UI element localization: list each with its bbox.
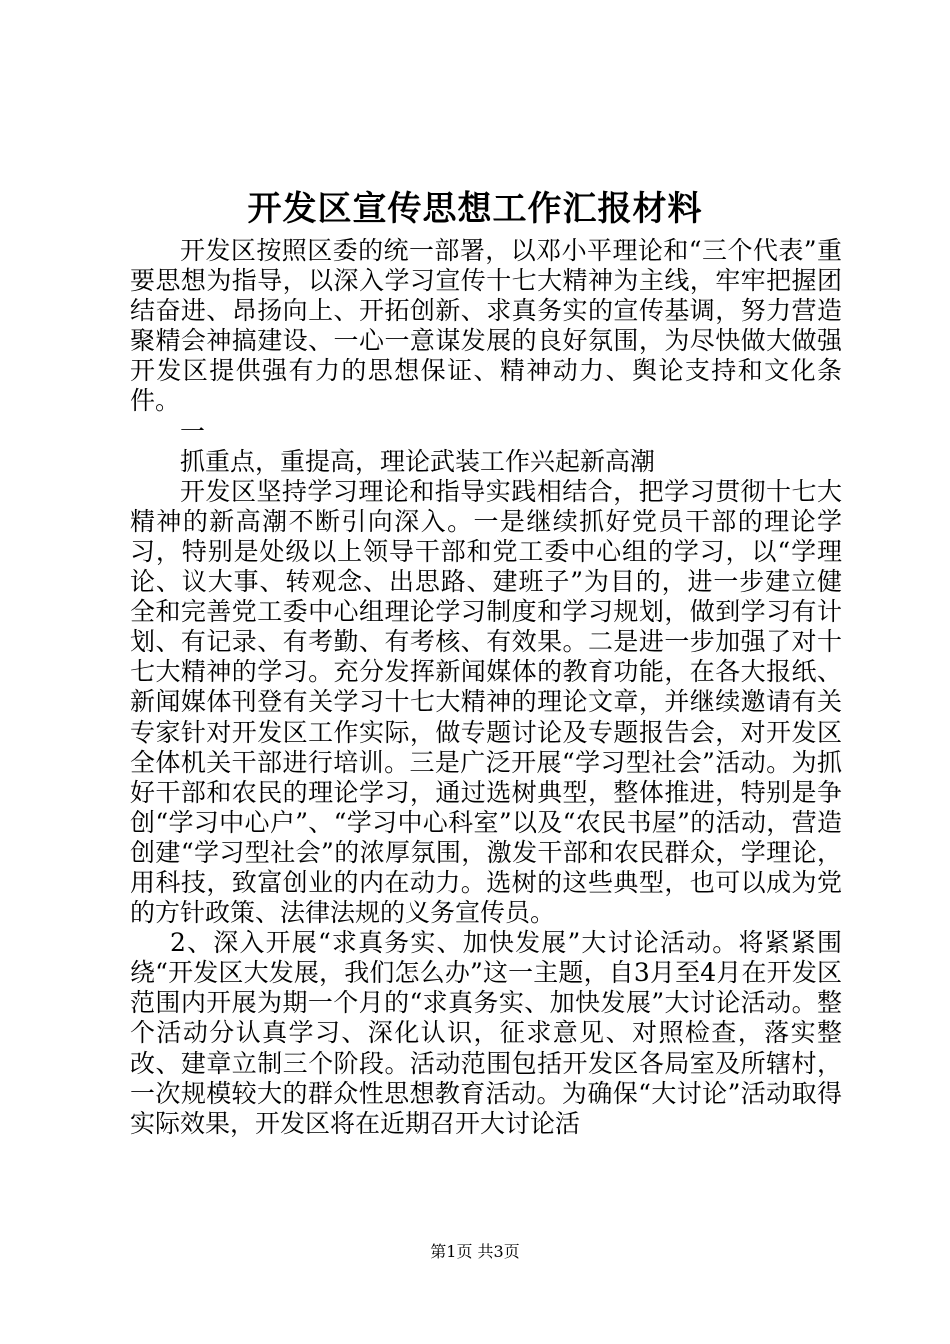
section-heading: 抓重点，重提高，理论武装工作兴起新高潮 — [180, 446, 656, 476]
paragraph-theory-study: 开发区坚持学习理论和指导实践相结合，把学习贯彻十七大精神的新高潮不断引向深入。一是继续抓好党员干部的理论学习，特别是处级以上领导干部和党工委中心组的学习，以“学理论、议大事、转观念、出思路、建班子”为目的，进一步建立健全和完善党工委中心组理论学习制度和学习规划，做到学习有计划、有记录、有考勤、有考核、有效果。二是进一步加强了对十七大精神的学习。充分发挥新闻媒体的教育功能，在各大报纸、新闻媒体刊登有关学习十七大精神的理论文章，并继续邀请有关专家针对开发区工作实际，做专题讨论及专题报告会，对开发区全体机关干部进行培训。三是广泛开展“学习型社会”活动。为抓好干部和农民的理论学习，通过选树典型，整体推进，特别是争创“学习中心户”、“学习中心科室”以及“农民书屋”的活动，营造创建“学习型社会”的浓厚氛围，激发干部和农民群众，学理论，用科技，致富创业的内在动力。选树的这些典型，也可以成为党的方针政策、法律法规的义务宣传员。 — [130, 476, 842, 928]
paragraph-intro: 开发区按照区委的统一部署，以邓小平理论和“三个代表”重要思想为指导，以深入学习宣传十七大精神为主线，牢牢把握团结奋进、昂扬向上、开拓创新、求真务实的宣传基调，努力营造聚精会神搞建设、一心一意谋发展的良好氛围，为尽快做大做强开发区提供强有力的思想保证、精神动力、舆论支持和文化条件。 — [130, 236, 842, 416]
document-title: 开发区宣传思想工作汇报材料 — [247, 189, 703, 229]
page-footer: 第1页 共3页 — [430, 1242, 520, 1261]
document-body — [130, 236, 842, 1139]
section-number: 一 — [180, 416, 206, 446]
paragraph-discussion-activity: 2、深入开展“求真务实、加快发展”大讨论活动。将紧紧围绕“开发区大发展，我们怎么办”这一主题，自3月至4月在开发区范围内开展为期一个月的“求真务实、加快发展”大讨论活动。整个活动分认真学习、深化认识，征求意见、对照检查，落实整改、建章立制三个阶段。活动范围包括开发区各局室及所辖村，一次规模较大的群众性思想教育活动。为确保“大讨论”活动取得实际效果，开发区将在近期召开大讨论活 — [130, 928, 842, 1138]
